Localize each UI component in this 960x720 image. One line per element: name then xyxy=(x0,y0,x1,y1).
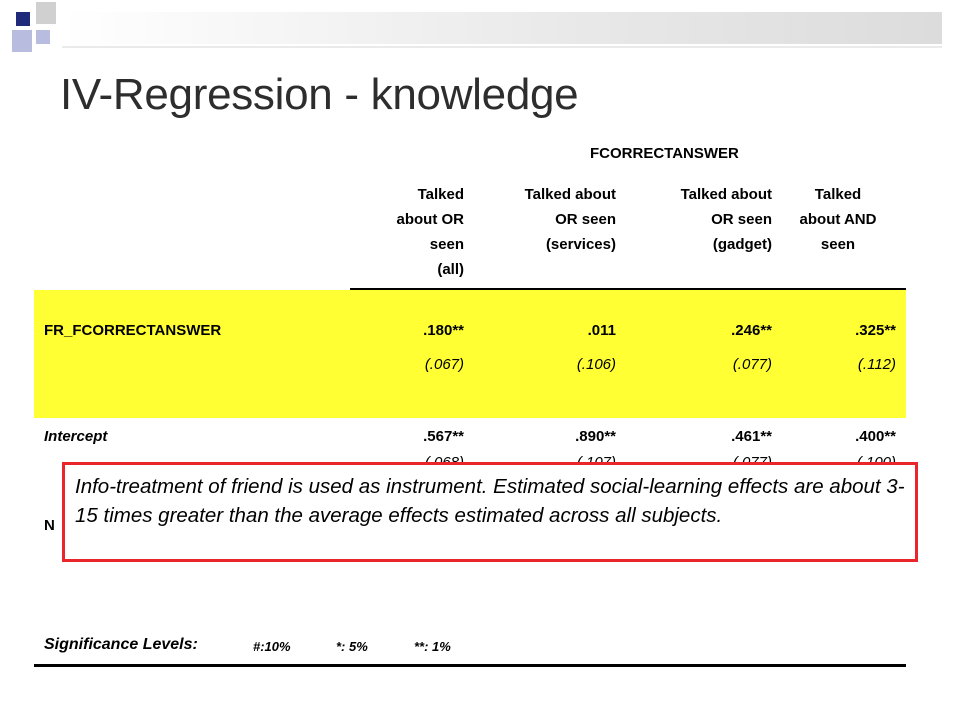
significance-level-10: #:10% xyxy=(253,639,291,654)
page-title: IV-Regression - knowledge xyxy=(60,70,579,119)
column-header-and-seen: Talked about AND seen xyxy=(799,186,877,253)
note-text: Info-treatment of friend is used as instrument. Estimated social-learning effects are about 3-15 times greater than the average effects estimated across all subjects. xyxy=(75,475,905,527)
se-cell: (.106) xyxy=(576,356,616,373)
significance-level-5: *: 5% xyxy=(336,639,368,654)
significance-level-1: **: 1% xyxy=(414,639,451,654)
se-cell: (.067) xyxy=(424,356,464,373)
highlight-row-background xyxy=(34,290,906,418)
significance-label: Significance Levels: xyxy=(44,636,198,653)
se-cell: (.077) xyxy=(732,356,772,373)
coef-cell: .246** xyxy=(731,322,772,339)
se-cell: (.112) xyxy=(857,356,896,373)
row-label-fr-fcorrectanswer: FR_FCORRECTANSWER xyxy=(44,322,222,339)
column-header-all: Talked about OR seen (all) xyxy=(396,186,464,278)
row-label-n: N xyxy=(44,517,55,534)
coef-cell: .180** xyxy=(423,322,464,339)
header-rule xyxy=(350,288,906,290)
column-header-gadget: Talked about OR seen (gadget) xyxy=(680,186,772,253)
group-header: FCORRECTANSWER xyxy=(590,145,739,162)
coef-cell: .890** xyxy=(575,428,616,445)
coef-cell: .461** xyxy=(731,428,772,445)
row-label-intercept: Intercept xyxy=(44,428,108,445)
column-header-services: Talked about OR seen (services) xyxy=(524,186,616,253)
coef-cell: .400** xyxy=(855,428,896,445)
coef-cell: .325** xyxy=(855,322,896,339)
corner-decoration xyxy=(0,0,960,60)
coef-cell: .567** xyxy=(423,428,464,445)
coef-cell: .011 xyxy=(587,322,616,339)
table-bottom-rule xyxy=(34,664,906,667)
instrument-note-callout xyxy=(62,462,918,562)
